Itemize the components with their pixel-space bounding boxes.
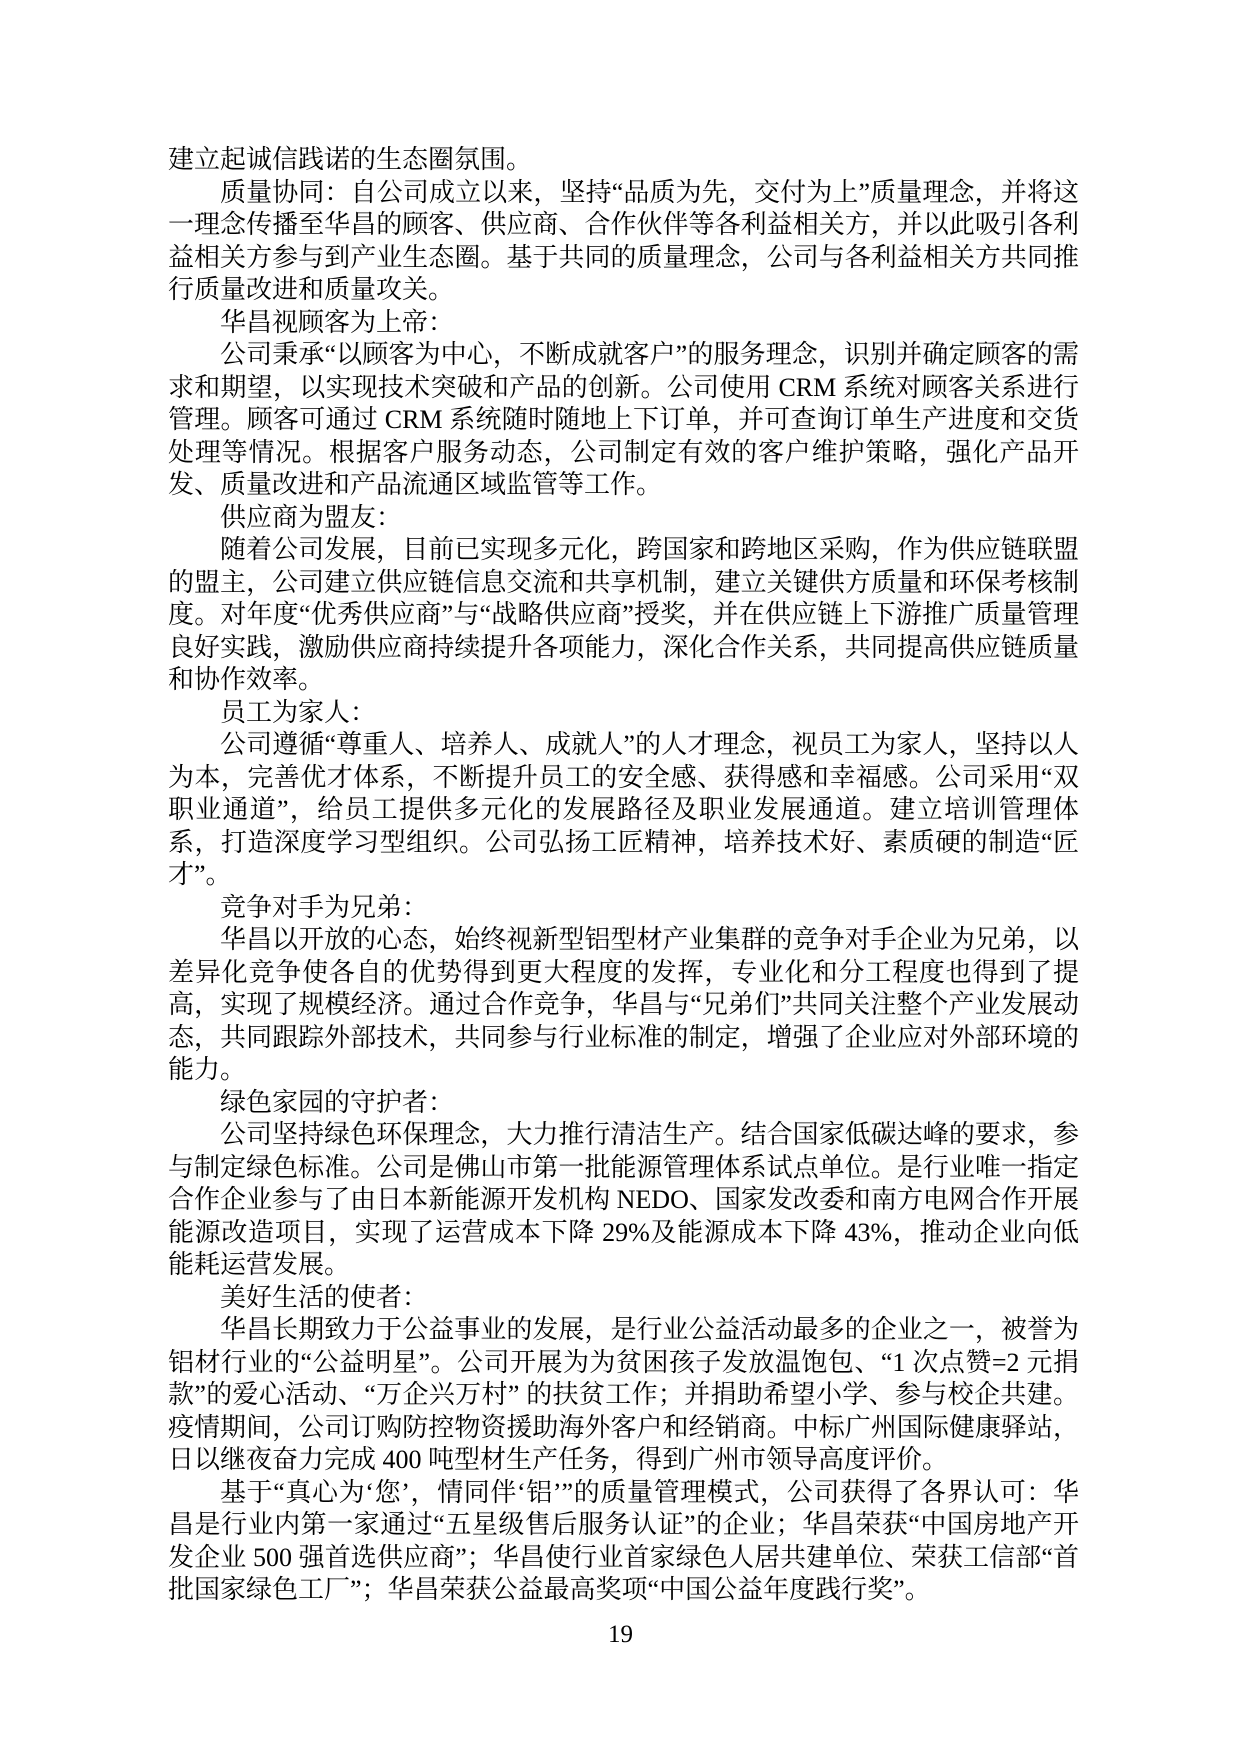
heading-employees-as-family: 员工为家人：	[220, 697, 377, 727]
heading-suppliers-as-allies: 供应商为盟友：	[220, 502, 403, 532]
heading-customers-as-god: 华昌视顾客为上帝：	[220, 307, 455, 337]
paragraph-quality-synergy: 质量协同：自公司成立以来，坚持“品质为先，交付为上”质量理念，并将这一理念传播至华昌的顾客、供应商、合作伙伴等各利益相关方，并以此吸引各利益相关方参与到产业生态圈。基于共同的质量理念，公司与各利益相关方共同推行质量改进和质量攻关。	[168, 177, 1079, 304]
page-footer	[0, 1620, 1241, 1650]
paragraph-suppliers: 随着公司发展，目前已实现多元化，跨国家和跨地区采购，作为供应链联盟的盟主，公司建立供应链信息交流和共享机制，建立关键供方质量和环保考核制度。对年度“优秀供应商”与“战略供应商”授奖，并在供应链上下游推广质量管理良好实践，激励供应商持续提升各项能力，深化合作关系，共同提高供应链质量和协作效率。	[168, 535, 1079, 694]
paragraph-competitors: 华昌以开放的心态，始终视新型铝型材产业集群的竞争对手企业为兄弟，以差异化竞争使各自的优势得到更大程度的发挥，专业化和分工程度也得到了提高，实现了规模经济。通过合作竞争，华昌与“兄弟们”共同关注整个产业发展动态，共同跟踪外部技术，共同参与行业标准的制定，增强了企业应对外部环境的能力。	[168, 925, 1079, 1084]
heading-better-life-messenger: 美好生活的使者：	[220, 1282, 429, 1312]
paragraph-continuation: 建立起诚信践诺的生态圈氛围。	[168, 145, 533, 174]
paragraph-public-welfare: 华昌长期致力于公益事业的发展，是行业公益活动最多的企业之一，被誉为铝材行业的“公益明星”。公司开展为为贫困孩子发放温饱包、“1 次点赞=2 元捐款”的爱心活动、“万企兴万村” 的扶贫工作；并捐助希望小学、参与校企共建。疫情期间，公司订购防控物资援助海外客户和经销商。中标广州国际健康驿站，日以继夜奋力完成 400 吨型材生产任务，得到广州市领导高度评价。	[168, 1315, 1079, 1474]
heading-green-home-guardian: 绿色家园的守护者：	[220, 1087, 455, 1117]
paragraph-customers: 公司秉承“以顾客为中心，不断成就客户”的服务理念，识别并确定顾客的需求和期望，以实现技术突破和产品的创新。公司使用 CRM 系统对顾客关系进行管理。顾客可通过 CRM 系统随时随地上下订单，并可查询订单生产进度和交货处理等情况。根据客户服务动态，公司制定有效的客户维护策略，强化产品开发、质量改进和产品流通区域监管等工作。	[168, 340, 1079, 499]
page-number: 19	[608, 1621, 633, 1648]
paragraph-recognition: 基于“真心为‘您’，情同伴‘铝’”的质量管理模式，公司获得了各界认可：华昌是行业内第一家通过“五星级售后服务认证”的企业；华昌荣获“中国房地产开发企业 500 强首选供应商”；华昌使行业首家绿色人居共建单位、荣获工信部“首批国家绿色工厂”；华昌荣获公益最高奖项“中国公益年度践行奖”。	[168, 1477, 1079, 1604]
heading-competitors-as-brothers: 竞争对手为兄弟：	[220, 892, 429, 922]
document-body	[168, 144, 1079, 1607]
paragraph-employees: 公司遵循“尊重人、培养人、成就人”的人才理念，视员工为家人，坚持以人为本，完善优才体系，不断提升员工的安全感、获得感和幸福感。公司采用“双职业通道”，给员工提供多元化的发展路径及职业发展通道。建立培训管理体系，打造深度学习型组织。公司弘扬工匠精神，培养技术好、素质硬的制造“匠才”。	[168, 730, 1079, 889]
paragraph-environment: 公司坚持绿色环保理念，大力推行清洁生产。结合国家低碳达峰的要求，参与制定绿色标准。公司是佛山市第一批能源管理体系试点单位。是行业唯一指定合作企业参与了由日本新能源开发机构 NEDO、国家发改委和南方电网合作开展能源改造项目，实现了运营成本下降 29%及能源成本下降 43%，推动企业向低能耗运营发展。	[168, 1120, 1079, 1279]
